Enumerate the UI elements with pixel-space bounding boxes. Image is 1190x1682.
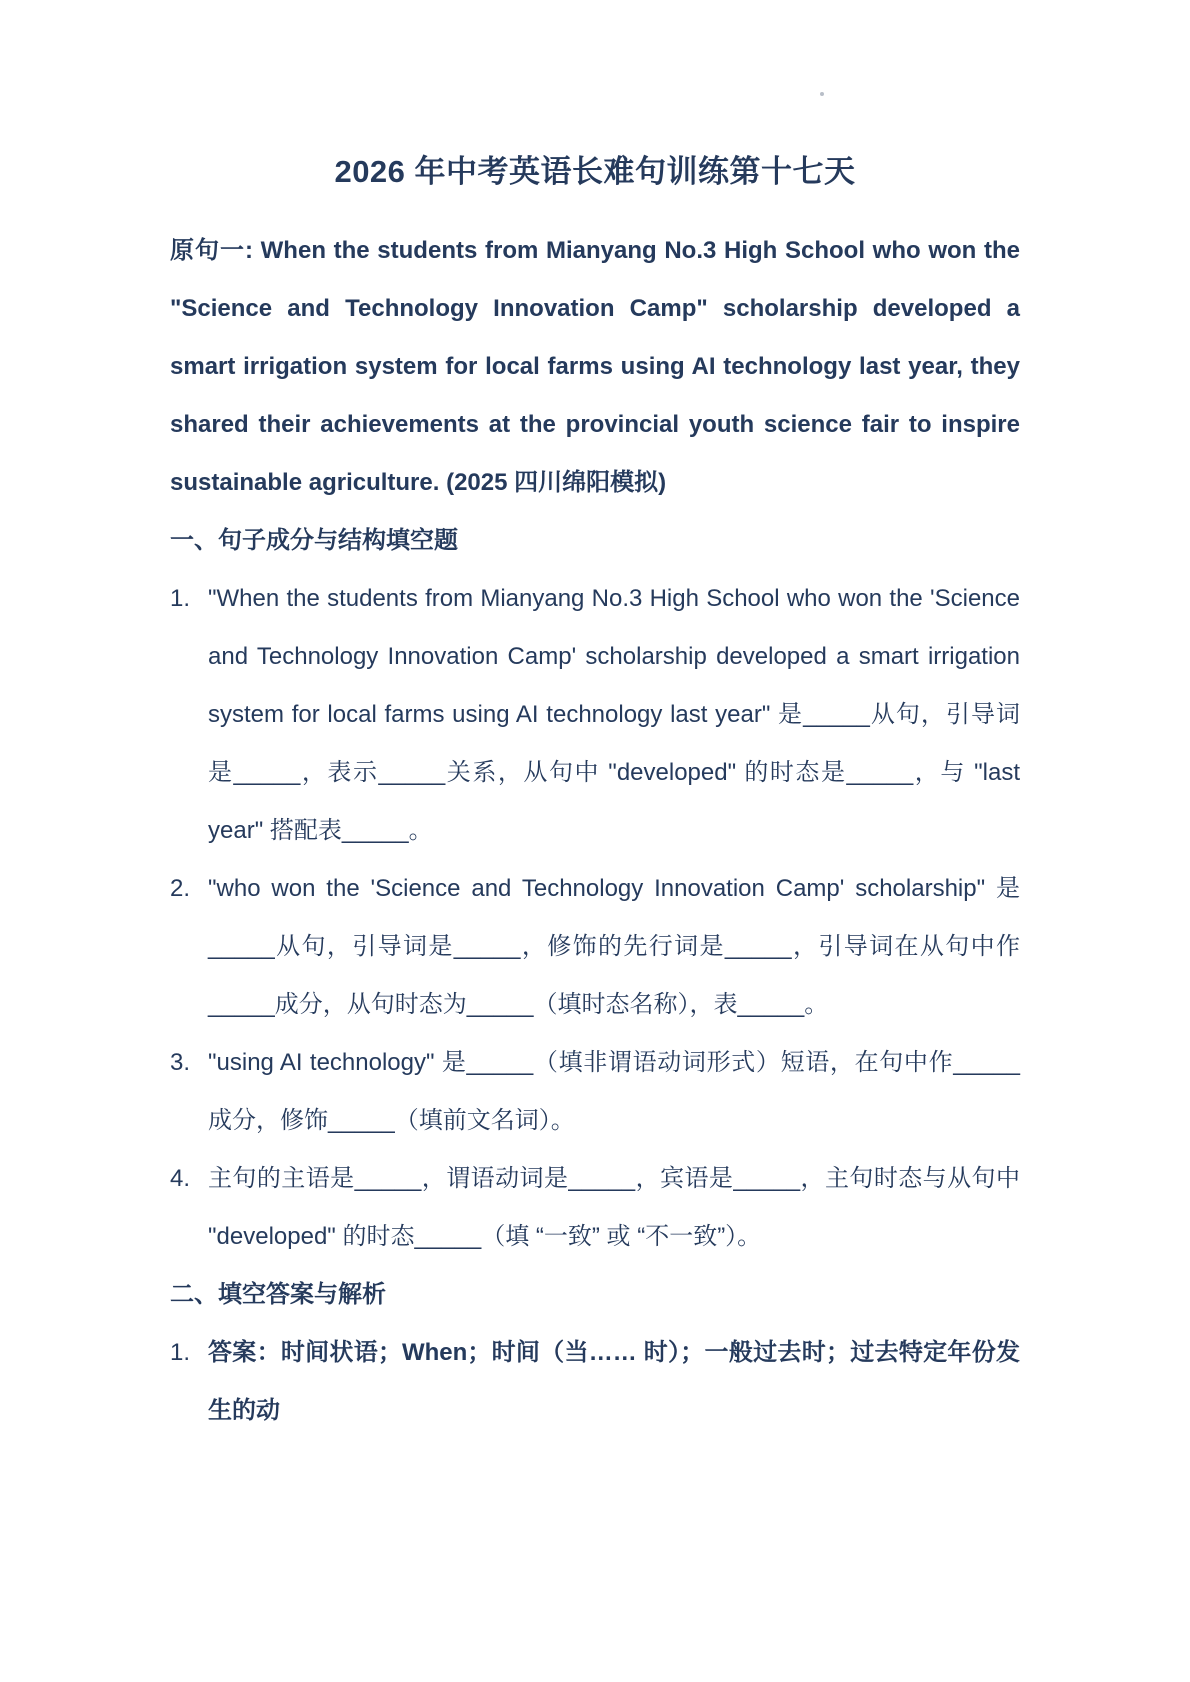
answer-item-1 bbox=[170, 1324, 1020, 1440]
question-item-1 bbox=[170, 570, 1020, 860]
section1-heading: 一、句子成分与结构填空题 bbox=[170, 527, 458, 554]
question-number: 3. bbox=[170, 1049, 191, 1076]
question-text: "who won the 'Science and Technology Innovation Camp' scholarship" 是_____从句，引导词是_____，修饰的先行词是_____，引导词在从句中作_____成分，从句时态为_____（填时态名称），表_____。 bbox=[208, 875, 1020, 1018]
answer-text: 答案：时间状语；When；时间（当…… 时）；一般过去时；过去特定年份发生的动 bbox=[208, 1339, 1020, 1424]
question-item-3 bbox=[170, 1034, 1020, 1150]
question-text: "using AI technology" 是_____（填非谓语动词形式）短语，在句中作_____成分，修饰_____（填前文名词）。 bbox=[208, 1049, 1020, 1134]
answer-number: 1. bbox=[170, 1339, 191, 1366]
question-number: 1. bbox=[170, 585, 191, 612]
scan-artifact-dot bbox=[820, 92, 824, 96]
intro-source: (2025 四川绵阳模拟) bbox=[446, 469, 667, 496]
question-text: 主句的主语是_____，谓语动词是_____，宾语是_____，主句时态与从句中 "developed" 的时态_____（填 “一致” 或 “不一致”）。 bbox=[208, 1165, 1020, 1250]
question-number: 4. bbox=[170, 1165, 191, 1192]
question-text: "When the students from Mianyang No.3 High School who won the 'Science and Technology Innovation Camp' scholarship developed a smart irrigation system for local farms using AI technology last year" 是_____从句，引导词是_____，表示_____关系，从句中 "developed" 的时态是_____，与 "last year" 搭配表_____。 bbox=[208, 585, 1020, 844]
section2-heading: 二、填空答案与解析 bbox=[170, 1281, 386, 1308]
page-title: 2026 年中考英语长难句训练第十七天 bbox=[334, 154, 856, 189]
question-item-4 bbox=[170, 1150, 1020, 1266]
intro-label: 原句一: bbox=[170, 237, 261, 264]
intro-paragraph bbox=[170, 222, 1020, 512]
intro-sentence: When the students from Mianyang No.3 High School who won the "Science and Technology Innovation Camp" scholarship developed a smart irrigation system for local farms using AI technology last year, they shared their achievements at the provincial youth science fair to inspire sustainable agriculture. bbox=[170, 237, 1020, 496]
question-number: 2. bbox=[170, 875, 191, 902]
question-item-2 bbox=[170, 860, 1020, 1034]
